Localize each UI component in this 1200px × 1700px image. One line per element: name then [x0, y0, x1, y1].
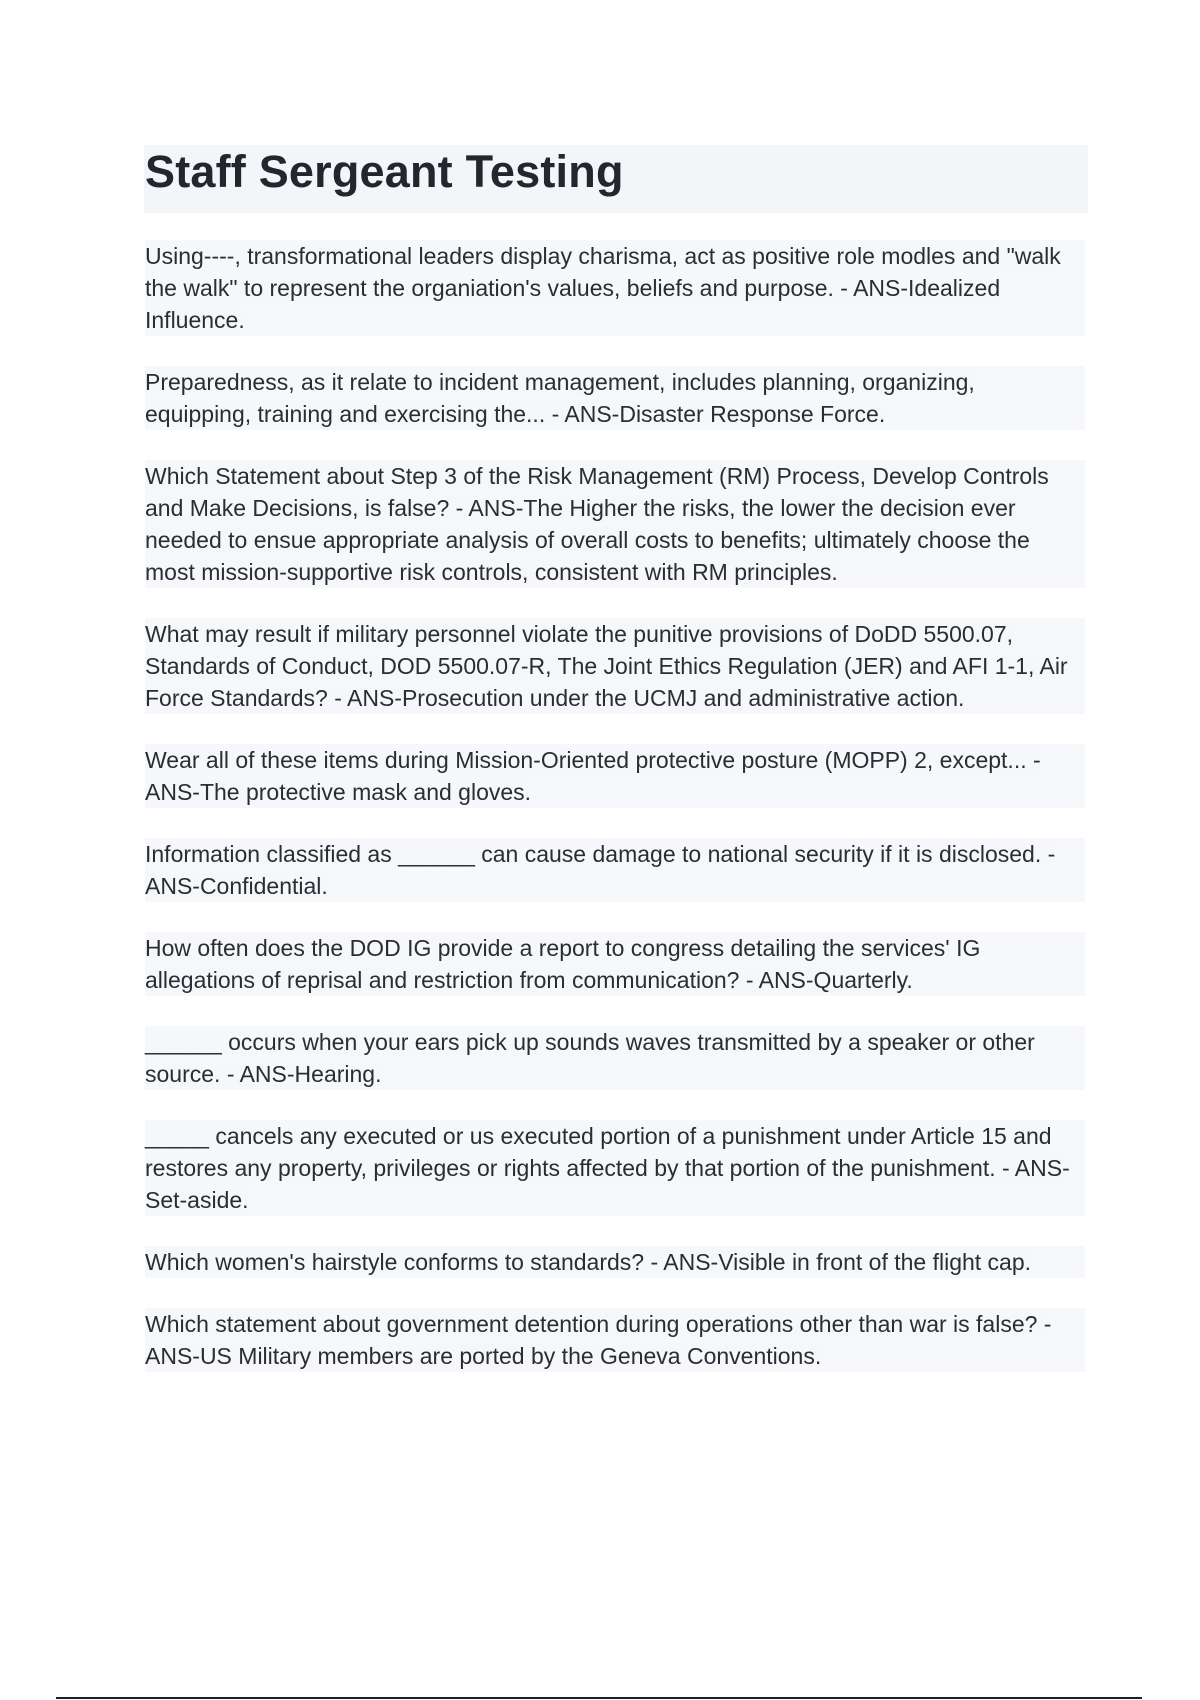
footer-divider	[56, 1697, 1142, 1699]
qa-item-7	[145, 932, 1085, 996]
qa-text: _____ cancels any executed or us executed portion of a punishment under Article 15 and restores any property, privileges or rights affected by that portion of the punishment. - ANS-Set-aside.	[145, 1123, 1070, 1213]
qa-item-4	[145, 618, 1085, 714]
qa-text: What may result if military personnel violate the punitive provisions of DoDD 5500.07, Standards of Conduct, DOD 5500.07-R, The Joint Ethics Regulation (JER) and AFI 1-1, Air Force Standards? - ANS-Prosecution under the UCMJ and administrative action.	[145, 621, 1068, 711]
qa-item-3	[145, 460, 1085, 588]
qa-text: How often does the DOD IG provide a report to congress detailing the services' IG allegations of reprisal and restriction from communication? - ANS-Quarterly.	[145, 935, 981, 993]
qa-item-10	[145, 1246, 1085, 1278]
qa-item-8	[145, 1026, 1085, 1090]
qa-item-1	[145, 240, 1085, 336]
qa-item-9	[145, 1120, 1085, 1216]
qa-item-11	[145, 1308, 1085, 1372]
page-title: Staff Sergeant Testing	[145, 146, 624, 197]
qa-text: ______ occurs when your ears pick up sounds waves transmitted by a speaker or other source. - ANS-Hearing.	[145, 1029, 1035, 1087]
question-answer-list	[145, 240, 1085, 1402]
qa-text: Wear all of these items during Mission-Oriented protective posture (MOPP) 2, except... - ANS-The protective mask and gloves.	[145, 747, 1041, 805]
qa-text: Which women's hairstyle conforms to standards? - ANS-Visible in front of the flight cap.	[145, 1249, 1032, 1275]
qa-text: Preparedness, as it relate to incident management, includes planning, organizing, equipping, training and exercising the... - ANS-Disaster Response Force.	[145, 369, 975, 427]
qa-text: Information classified as ______ can cause damage to national security if it is disclosed. - ANS-Confidential.	[145, 841, 1056, 899]
qa-text: Which statement about government detention during operations other than war is false? - ANS-US Military members are ported by the Geneva Conventions.	[145, 1311, 1052, 1369]
qa-text: Using----, transformational leaders display charisma, act as positive role modles and "walk the walk" to represent the organiation's values, beliefs and purpose. - ANS-Idealized Influence.	[145, 243, 1061, 333]
qa-item-2	[145, 366, 1085, 430]
qa-text: Which Statement about Step 3 of the Risk Management (RM) Process, Develop Controls and Make Decisions, is false? - ANS-The Higher the risks, the lower the decision ever needed to ensue appropriate analysis of overall costs to benefits; ultimately choose the most mission-supportive risk controls, consistent with RM principles.	[145, 463, 1049, 585]
qa-item-5	[145, 744, 1085, 808]
qa-item-6	[145, 838, 1085, 902]
